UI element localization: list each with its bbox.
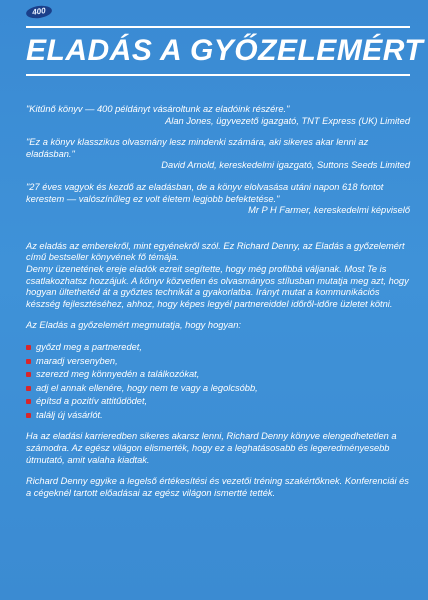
testimonial-text: "Kitűnő könyv — 400 példányt vásároltunk az eladóink részére." xyxy=(26,104,290,114)
bullet-square-icon xyxy=(26,386,31,391)
list-item: szerezd meg könnyedén a találkozókat, xyxy=(26,369,410,381)
testimonial-text: "27 éves vagyok és kezdő az eladásban, de a könyv elolvasása utáni napon 618 fontot kerestem — valószínűleg ez volt életem legjobb befektetése." xyxy=(26,181,384,204)
cover-text xyxy=(26,104,410,509)
list-item: építsd a pozitív attitűdödet, xyxy=(26,396,410,408)
closing-paragraph: Ha az eladási karrieredben sikeres akarsz lenni, Richard Denny könyve elengedhetetlen a számodra. Az egész világon elismerték, hogy ez a leghatásosabb és legeredményesebb útmutató, amit valaha kiadtak. xyxy=(26,431,397,465)
author-bio: Richard Denny egyike a legelső értékesítési és vezetői tréning szakértőknek. Konferenciái és a cégeknél tartott előadásai az egész világon ismertté tették. xyxy=(26,476,409,498)
section-gap xyxy=(26,227,410,241)
bullet-square-icon xyxy=(26,413,31,418)
testimonial xyxy=(26,104,410,127)
testimonial-author: David Arnold, kereskedelmi igazgató, Suttons Seeds Limited xyxy=(161,160,410,171)
testimonial-author: Mr P H Farmer, kereskedelmi képviselő xyxy=(248,205,410,216)
intro-paragraph: Az eladás az emberekről, mint egyénekről szól. Ez Richard Denny, az Eladás a győzelemért című bestseller könyvének fő témája. xyxy=(26,240,405,263)
testimonial-text: "Ez a könyv klasszikus olvasmány lesz mindenki számára, aki sikeres akar lenni az eladásban." xyxy=(26,137,369,159)
bullet-square-icon xyxy=(26,372,31,377)
title-rule-top xyxy=(26,26,410,28)
list-item: maradj versenyben, xyxy=(26,356,410,368)
list-item: találj új vásárlót. xyxy=(26,410,410,422)
testimonial xyxy=(26,182,410,217)
book-title: ELADÁS A GYŐZELEMÉRT xyxy=(26,34,424,67)
list-item: adj el annak ellenére, hogy nem te vagy a legolcsóbb, xyxy=(26,383,410,395)
bullet-square-icon xyxy=(26,359,31,364)
list-item: győzd meg a partneredet, xyxy=(26,342,410,354)
testimonial xyxy=(26,137,410,172)
bullet-square-icon xyxy=(26,399,31,404)
testimonial-author: Alan Jones, ügyvezető igazgató, TNT Express (UK) Limited xyxy=(165,115,410,126)
description-paragraph: Denny üzenetének ereje eladók ezreit segítette, hogy még profibbá váljanak. Most Te is csatlakozhatsz hozzájuk. A könyv közvetlen és olvasmányos stílusban mutatja meg azt, hogy hogyan ültethetéd át a győztes technikát a gyakorlatba. Irányt mutat a kommunikációs készség fejlesztéséhez, ahhoz, hogy képes legyél partnereiddel időről-időre üzletet kötni. xyxy=(26,263,409,309)
benefits-list xyxy=(26,342,410,422)
title-rule-bottom xyxy=(26,74,410,76)
copies-badge: 400 xyxy=(25,4,52,20)
bullet-square-icon xyxy=(26,345,31,350)
list-lead: Az Eladás a győzelemért megmutatja, hogy hogyan: xyxy=(26,320,241,331)
